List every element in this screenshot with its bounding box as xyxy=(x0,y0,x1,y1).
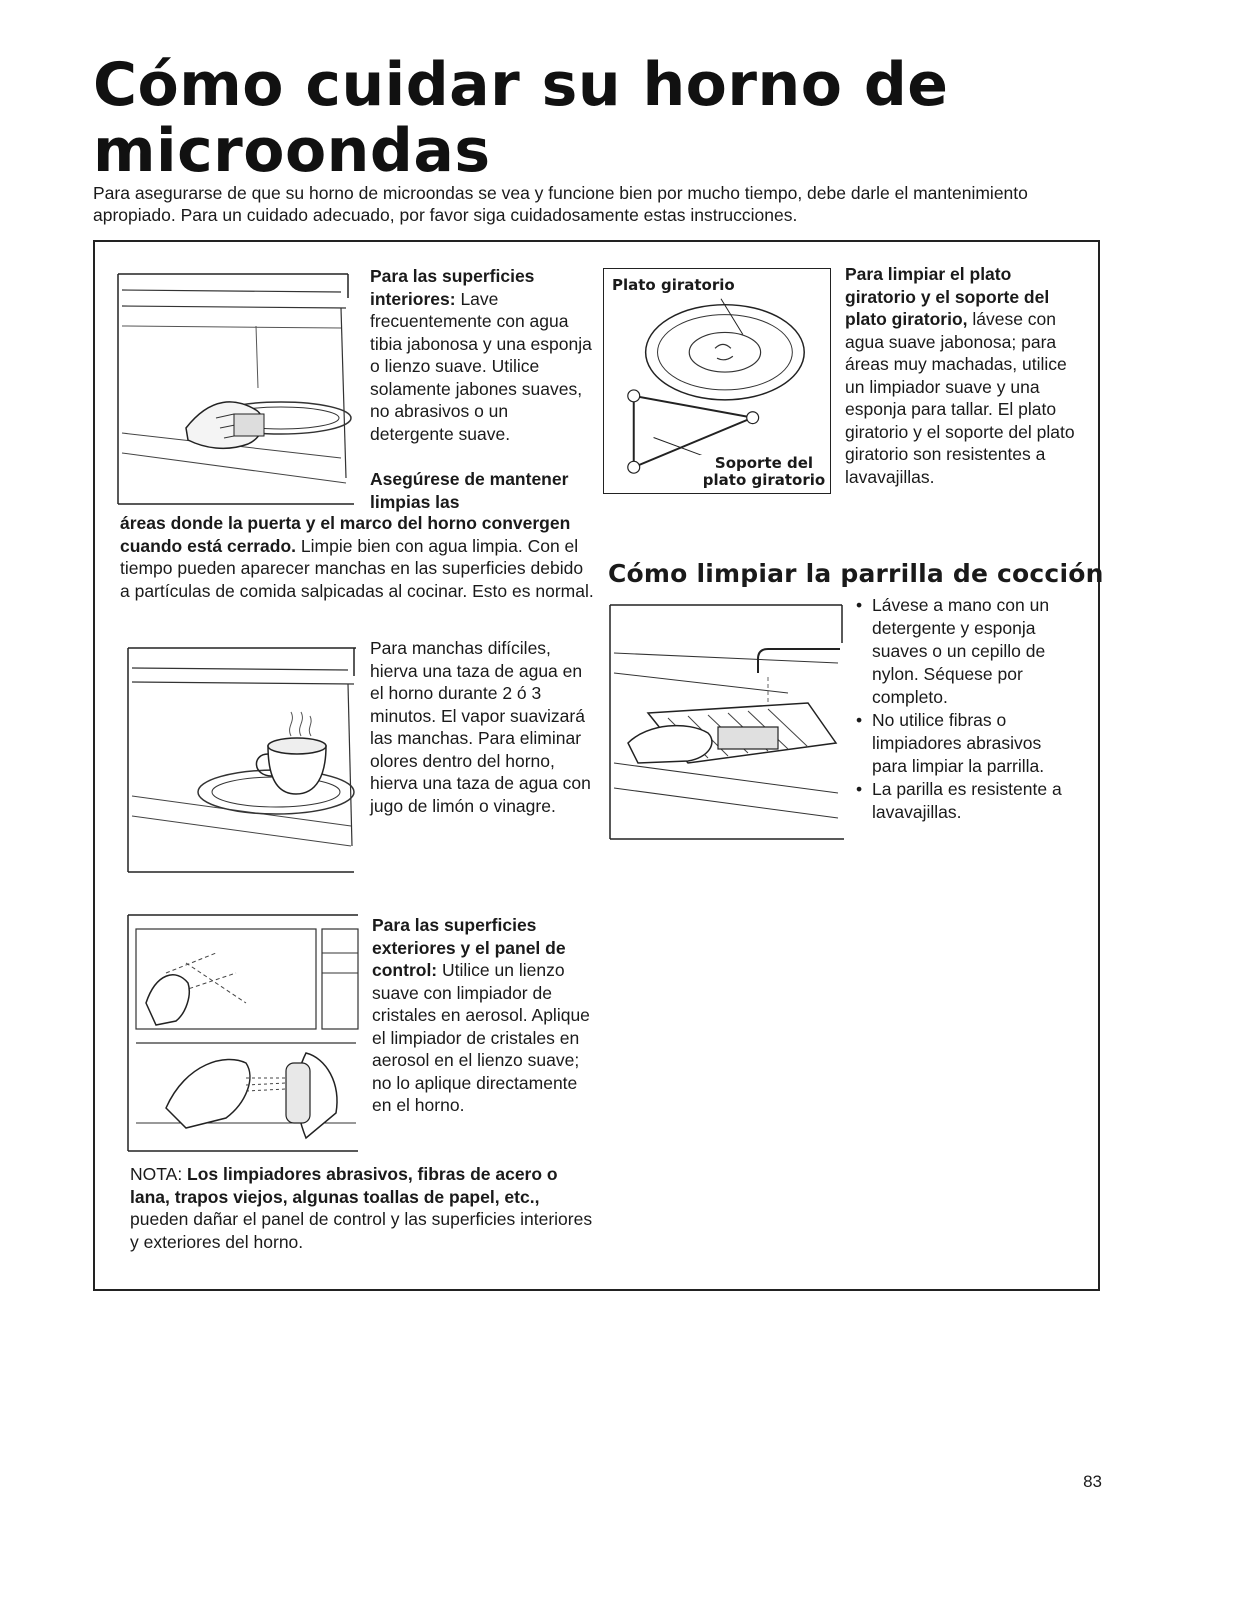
exterior-text xyxy=(372,914,594,1117)
rack-bullet-1: • Lávese a mano con un detergente y esponja suaves o un cepillo de nylon. Séquese por completo. xyxy=(848,594,1074,709)
interior-continued-text xyxy=(120,512,595,602)
steam-cup-illustration xyxy=(126,646,358,874)
rack-bullet-3: • La parilla es resistente a lavavajillas. xyxy=(848,778,1074,824)
note-bold: Los limpiadores abrasivos, fibras de acero o lana, trapos viejos, algunas toallas de papel, etc., xyxy=(130,1164,558,1207)
exterior-lead: Para las superficies exteriores y el panel de control: xyxy=(372,915,566,980)
turntable-text xyxy=(845,263,1077,488)
rack-bullet-list xyxy=(848,594,1074,824)
rack-heading: Cómo limpiar la parrilla de cocción xyxy=(608,559,1104,588)
interior-emphasis-part1: Asegúrese de mantener limpias las xyxy=(370,469,569,512)
turntable-body: lávese con agua suave jabonosa; para áreas muy machadas, utilice un limpiador suave y una esponja para tallar. El plato giratorio y el soporte del plato giratorio son resistentes a lavavajillas. xyxy=(845,309,1075,487)
plate-label: Plato giratorio xyxy=(612,276,735,294)
intro-paragraph: Para asegurarse de que su horno de microondas se vea y funcione bien por mucho tiempo, debe darle el mantenimiento apropiado. Para un cuidado adecuado, por favor siga cuidadosamente estas instrucciones. xyxy=(93,183,1028,225)
exterior-body: Utilice un lienzo suave con limpiador de cristales en aerosol. Aplique el limpiador de cristales en aerosol en el lienzo suave; no lo aplique directamente en el horno. xyxy=(372,960,590,1115)
interior-body: Lave frecuentemente con agua tibia jabonosa y una esponja o lienzo suave. Utilice solamente jabones suaves, no abrasivos o un detergente suave. xyxy=(370,288,592,444)
exterior-note xyxy=(130,1163,595,1253)
exterior-cleaning-illustration xyxy=(126,913,360,1153)
stains-text: Para manchas difíciles, hierva una taza de agua en el horno durante 2 ó 3 minutos. El vapor suavizará las manchas. Para eliminar olores dentro del horno, hierva una taza de agua con jugo de limón o vinagre. xyxy=(370,638,591,816)
support-label: Soporte del plato giratorio xyxy=(700,455,828,489)
turntable-illustration xyxy=(603,268,831,494)
note-label: NOTA: xyxy=(130,1164,183,1184)
turntable-lead: Para limpiar el plato giratorio y el soporte del plato giratorio, xyxy=(845,264,1050,329)
interior-cleaning-illustration xyxy=(116,268,356,506)
note-tail: pueden dañar el panel de control y las superficies interiores y exteriores del horno. xyxy=(130,1209,593,1252)
rack-illustration xyxy=(608,603,846,841)
interior-lead: Para las superficies interiores: xyxy=(370,266,535,309)
interior-tail: Limpie bien con agua limpia. Con el tiempo pueden aparecer manchas en las superficies debido a partículas de comida salpicadas al cocinar. Esto es normal. xyxy=(120,535,594,601)
page-number: 83 xyxy=(1083,1472,1102,1491)
interior-emphasis-text xyxy=(370,468,590,513)
rack-bullet-2: • No utilice fibras o limpiadores abrasivos para limpiar la parrilla. xyxy=(848,709,1074,778)
page-title: Cómo cuidar su horno de microondas xyxy=(93,50,949,186)
interior-text-column xyxy=(370,265,595,445)
interior-emphasis-tail: áreas donde la puerta y el marco del horno convergen cuando está cerrado. xyxy=(120,513,571,556)
